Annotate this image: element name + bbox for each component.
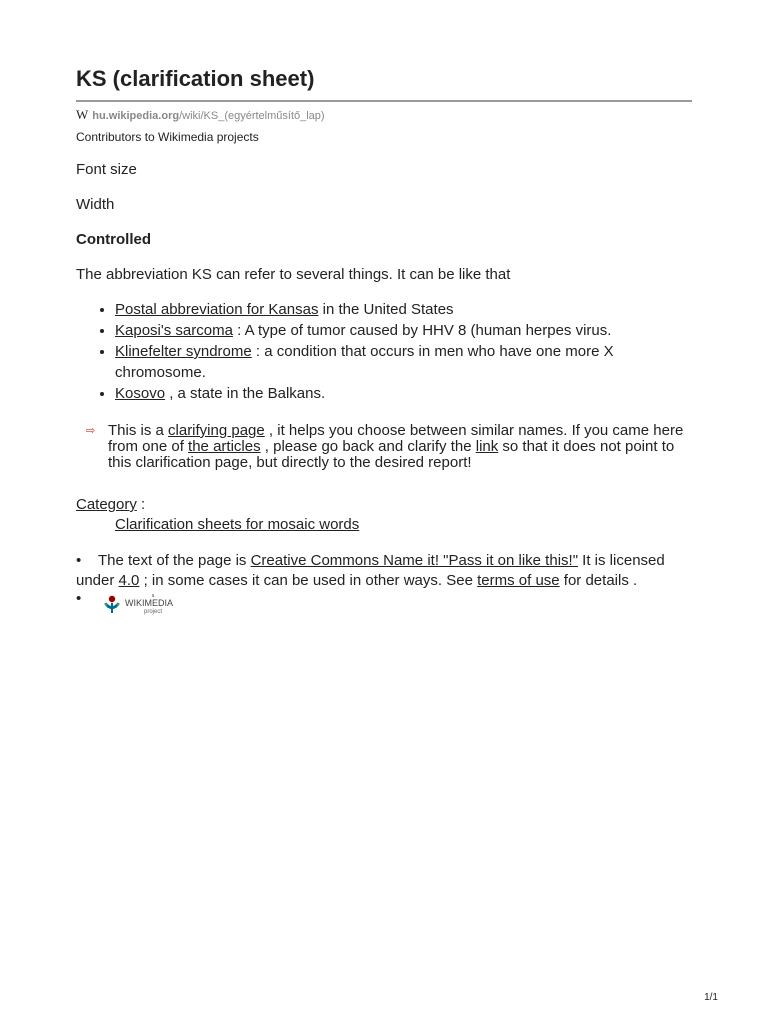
wikipedia-w-icon: W bbox=[76, 107, 89, 122]
width-label: Width bbox=[76, 196, 115, 213]
list-item bbox=[115, 299, 692, 320]
list-item bbox=[115, 383, 692, 404]
item-text: , a state in the Balkans. bbox=[165, 385, 326, 402]
page-title: KS (clarification sheet) bbox=[76, 66, 315, 91]
footer-text: for details . bbox=[559, 572, 638, 589]
note-text-part: , please go back and clarify the bbox=[260, 438, 476, 455]
category-item-link[interactable]: Clarification sheets for mosaic words bbox=[115, 516, 360, 533]
meaning-list bbox=[76, 299, 692, 404]
disambiguation-note bbox=[86, 423, 692, 471]
license-footer bbox=[76, 551, 692, 591]
note-text-part: This is a bbox=[108, 422, 169, 439]
category-line bbox=[76, 496, 145, 513]
wikimedia-logo-red-dot bbox=[109, 596, 115, 602]
item-link-kansas[interactable]: Postal abbreviation for Kansas bbox=[115, 301, 319, 318]
wikimedia-bullet: • bbox=[76, 590, 82, 607]
wikimedia-logo-main: WIKIMEDIA bbox=[125, 598, 174, 608]
contributors-line: Contributors to Wikimedia projects bbox=[76, 130, 259, 144]
item-text: : a condition that occurs in men who have one more X chromosome. bbox=[115, 343, 614, 381]
the-articles-link[interactable]: the articles bbox=[188, 438, 261, 455]
source-domain: hu.wikipedia.org bbox=[92, 110, 180, 122]
wikimedia-logo[interactable] bbox=[102, 592, 184, 616]
footer-text: ; in some cases it can be used in other ways. See bbox=[139, 572, 478, 589]
category-items bbox=[115, 516, 359, 533]
footer-bullet: • bbox=[76, 552, 82, 569]
clarifying-page-link[interactable]: clarifying page bbox=[168, 422, 265, 439]
footer-text: It is licensed under bbox=[76, 552, 665, 589]
item-text: in the United States bbox=[318, 301, 454, 318]
note-text-part: so that it does not point to this clarification page, but directly to the desired report! bbox=[108, 438, 675, 471]
category-separator: : bbox=[136, 496, 146, 513]
note-text bbox=[108, 423, 692, 471]
wikimedia-line bbox=[76, 590, 174, 615]
disambiguation-icon: ⇨ bbox=[86, 425, 96, 437]
list-item bbox=[115, 341, 692, 383]
font-size-label: Font size bbox=[76, 161, 137, 178]
wikimedia-logo-top: a bbox=[151, 593, 155, 599]
item-text: : A type of tumor caused by HHV 8 (human herpes virus. bbox=[232, 322, 612, 339]
terms-of-use-link[interactable]: terms of use bbox=[477, 572, 560, 589]
link-link[interactable]: link bbox=[475, 438, 499, 455]
controlled-label: Controlled bbox=[76, 231, 151, 248]
intro-text: The abbreviation KS can refer to several things. It can be like that bbox=[76, 266, 511, 283]
wikimedia-logo-stem bbox=[111, 603, 113, 613]
item-link-kaposi[interactable]: Kaposi's sarcoma bbox=[115, 322, 233, 339]
source-path: /wiki/KS_(egyértelműsítő_lap) bbox=[179, 110, 325, 122]
page-number: 1/1 bbox=[704, 992, 718, 1003]
creative-commons-link[interactable]: Creative Commons Name it! "Pass it on like this!" bbox=[250, 552, 579, 569]
item-link-klinefelter[interactable]: Klinefelter syndrome bbox=[115, 343, 252, 360]
wikimedia-logo-sub: project bbox=[143, 609, 163, 615]
item-link-kosovo[interactable]: Kosovo bbox=[115, 385, 166, 402]
note-text-part: , it helps you choose between similar names. If you came here from one of bbox=[108, 422, 684, 455]
footer-text: The text of the page is bbox=[98, 552, 251, 569]
source-line bbox=[76, 107, 325, 123]
category-link[interactable]: Category bbox=[76, 496, 137, 513]
license-version-link[interactable]: 4.0 bbox=[118, 572, 140, 589]
list-item bbox=[115, 320, 692, 341]
title-divider bbox=[76, 100, 692, 102]
